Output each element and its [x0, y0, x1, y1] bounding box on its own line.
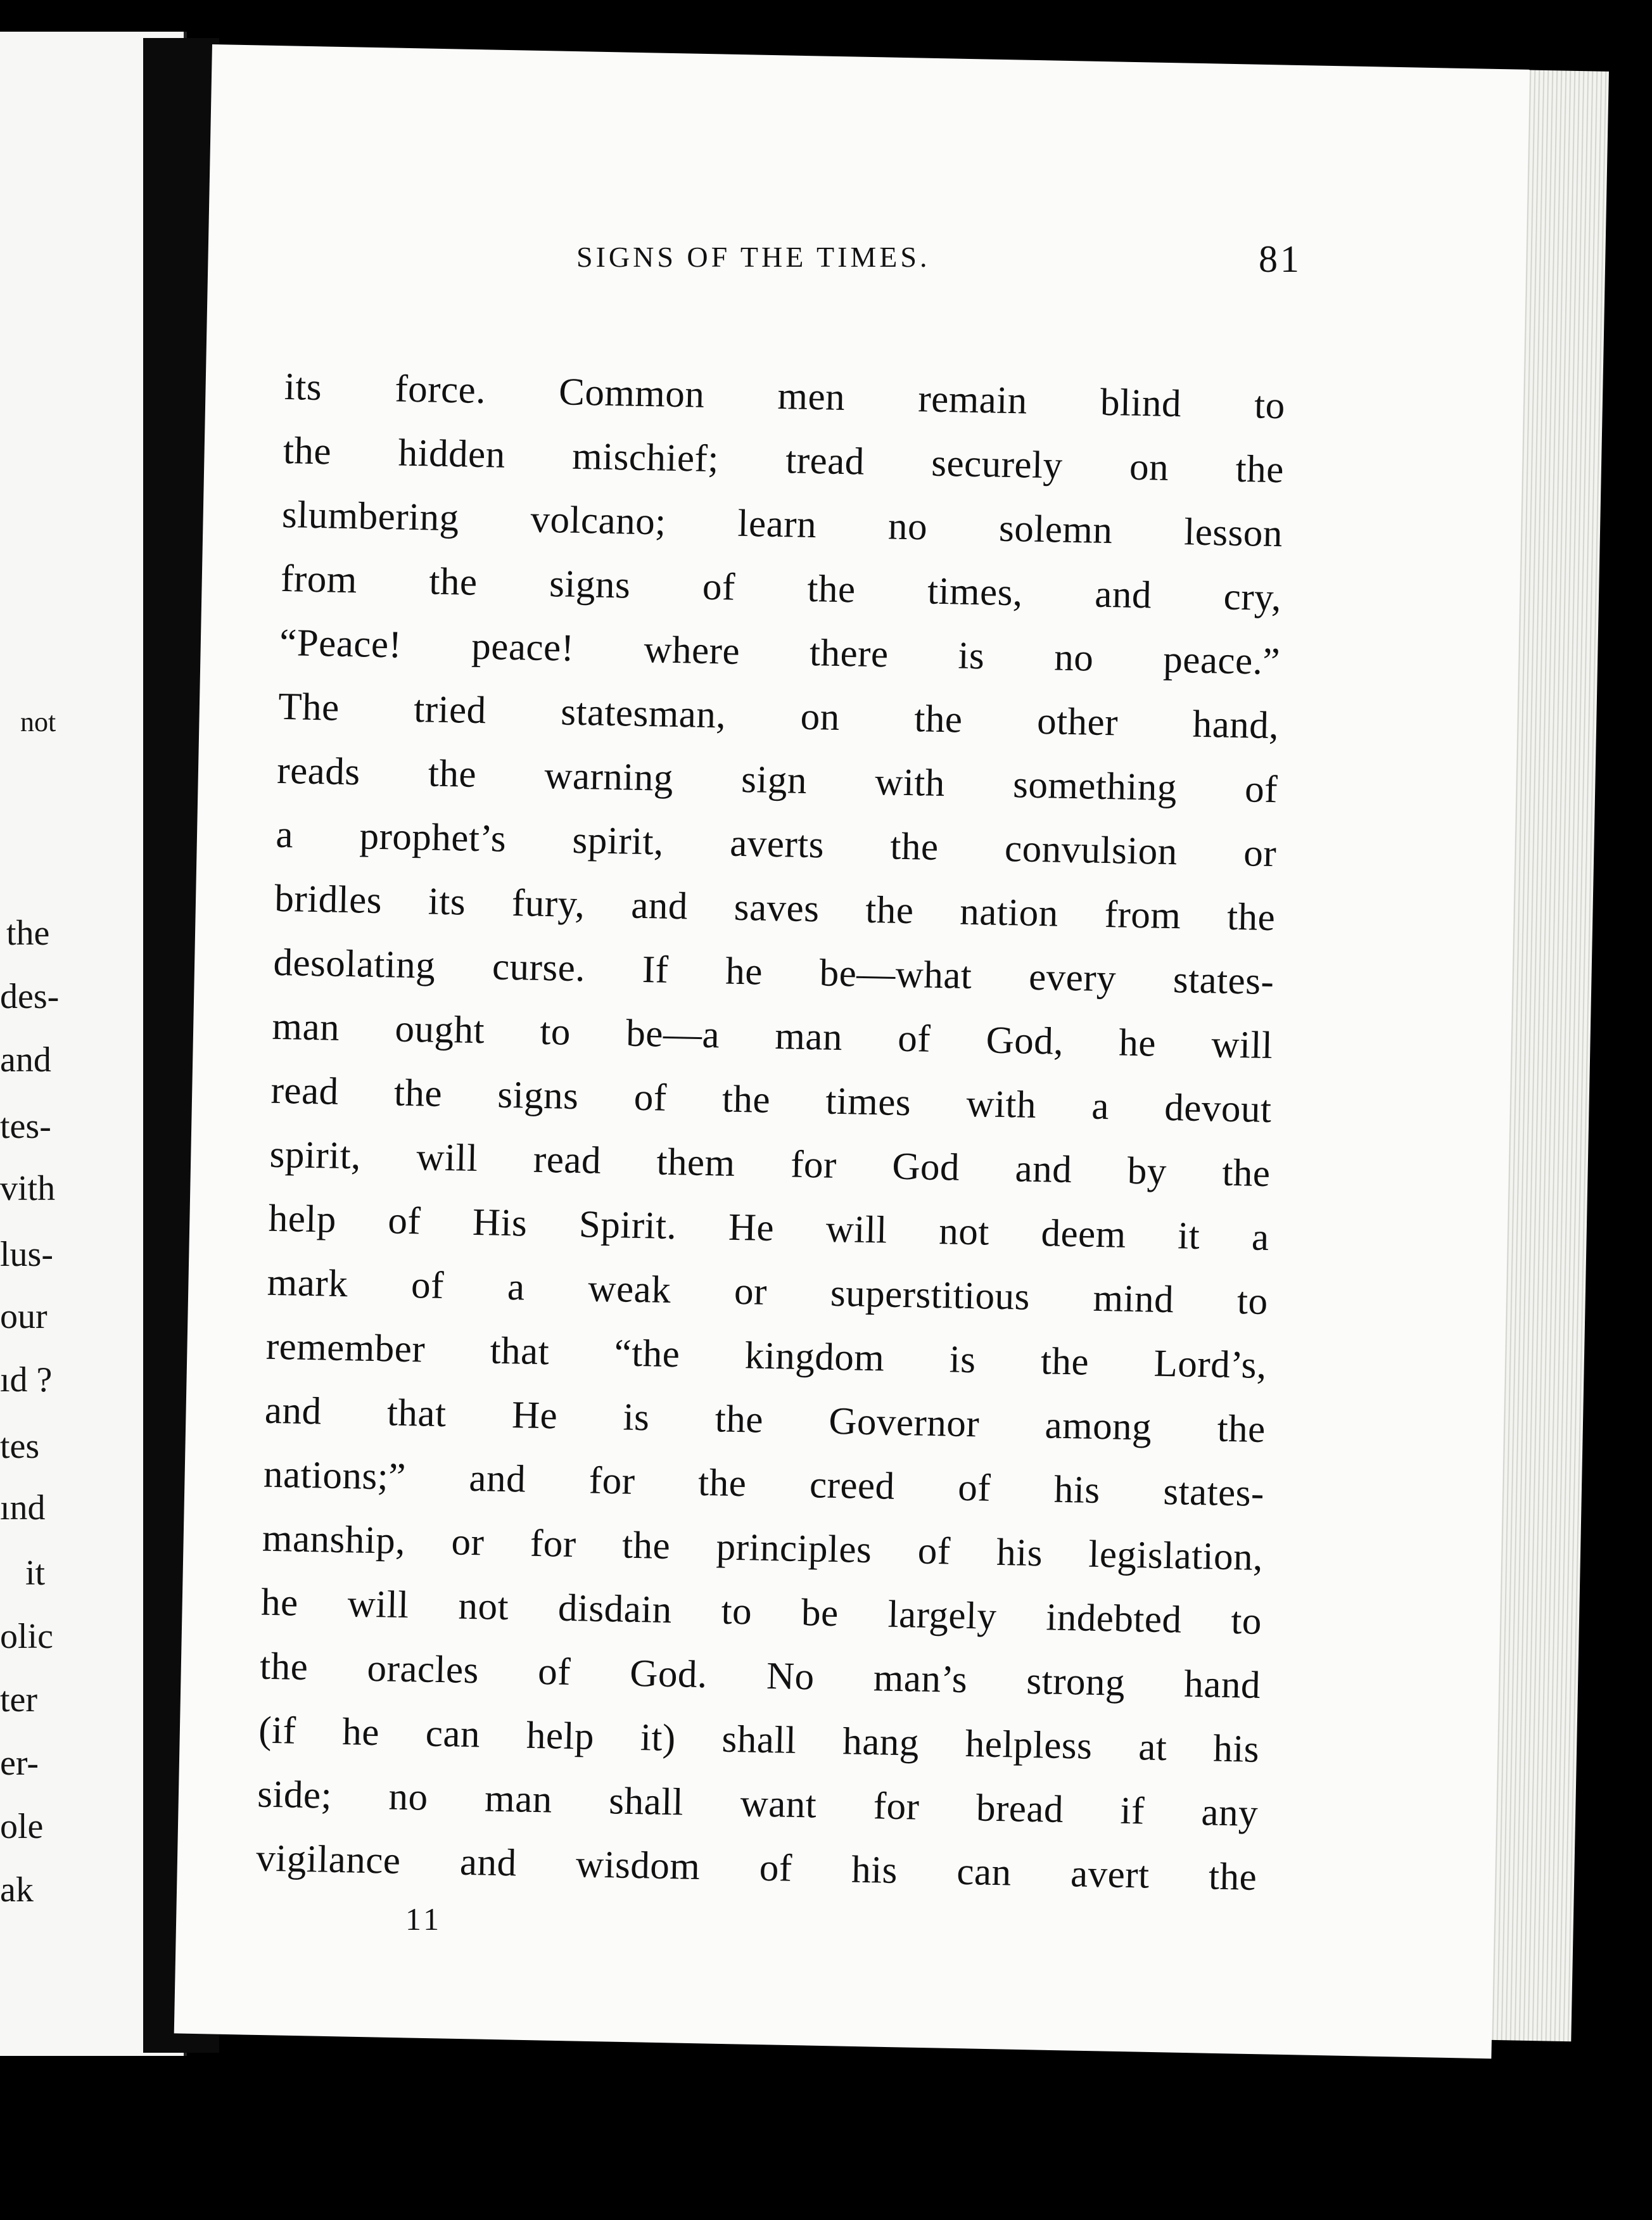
page-header — [364, 238, 1302, 288]
left-fragment: lus- — [0, 1235, 53, 1274]
left-fragment: ınd — [0, 1488, 46, 1528]
text-line: and that He is the Governor among the — [264, 1389, 1266, 1451]
left-fragment: the — [6, 914, 50, 953]
text-line: spirit, will read them for God and by the — [269, 1133, 1271, 1196]
left-fragment: vith — [0, 1169, 56, 1208]
text-line: mark of a weak or superstitious mind to — [267, 1261, 1269, 1324]
text-line: remember that “the kingdom is the Lord’s, — [265, 1325, 1268, 1388]
page-number: 81 — [1259, 238, 1302, 280]
text-line: “Peace! peace! where there is no peace.” — [279, 621, 1281, 684]
text-line: nations;” and for the creed of his states- — [263, 1453, 1265, 1515]
left-fragment: ıd ? — [0, 1360, 53, 1400]
text-line: reads the warning sign with something of — [276, 749, 1278, 812]
text-line: bridles its fury, and saves the nation from the — [274, 877, 1276, 940]
text-line: from the signs of the times, and cry, — [280, 557, 1282, 620]
left-fragment: er- — [0, 1744, 39, 1783]
text-line: the oracles of God. No man’s strong hand — [259, 1645, 1261, 1707]
left-fragment: and — [0, 1040, 51, 1080]
text-line: read the signs of the times with a devout — [270, 1069, 1273, 1132]
text-line: man ought to be—a man of God, he will — [271, 1005, 1273, 1068]
left-fragment: tes- — [0, 1107, 51, 1146]
left-fragment: tes — [0, 1427, 40, 1466]
left-fragment: des- — [0, 977, 60, 1016]
running-head: SIGNS OF THE TIMES. — [576, 241, 931, 273]
text-line: the hidden mischief; tread securely on the — [283, 429, 1285, 492]
left-fragment: our — [0, 1297, 48, 1336]
text-line: its force. Common men remain blind to — [284, 365, 1286, 428]
text-line: The tried statesman, on the other hand, — [277, 685, 1280, 748]
text-line: manship, or for the principles of his legislation, — [262, 1517, 1264, 1579]
text-line: slumbering volcano; learn no solemn lesson — [281, 493, 1283, 556]
left-fragment: ole — [0, 1807, 44, 1846]
text-line: side; no man shall want for bread if any — [257, 1773, 1259, 1835]
left-fragment: not — [20, 706, 56, 737]
text-line: (if he can help it) shall hang helpless at his — [258, 1709, 1260, 1771]
signature-mark: 11 — [405, 1901, 443, 1937]
left-fragment: ter — [0, 1680, 38, 1719]
text-line: help of His Spirit. He will not deem it a — [268, 1197, 1270, 1260]
left-fragment: it — [25, 1553, 46, 1593]
left-fragment: ak — [0, 1870, 34, 1910]
text-line: he will not disdain to be largely indebted to — [260, 1581, 1262, 1643]
text-line: desolating curse. If he be—what every states- — [272, 941, 1274, 1004]
text-line: a prophet’s spirit, averts the convulsion or — [275, 813, 1277, 876]
left-fragment: olic — [0, 1617, 53, 1656]
text-line: vigilance and wisdom of his can avert the — [255, 1837, 1257, 1899]
body-text — [255, 355, 1285, 1910]
